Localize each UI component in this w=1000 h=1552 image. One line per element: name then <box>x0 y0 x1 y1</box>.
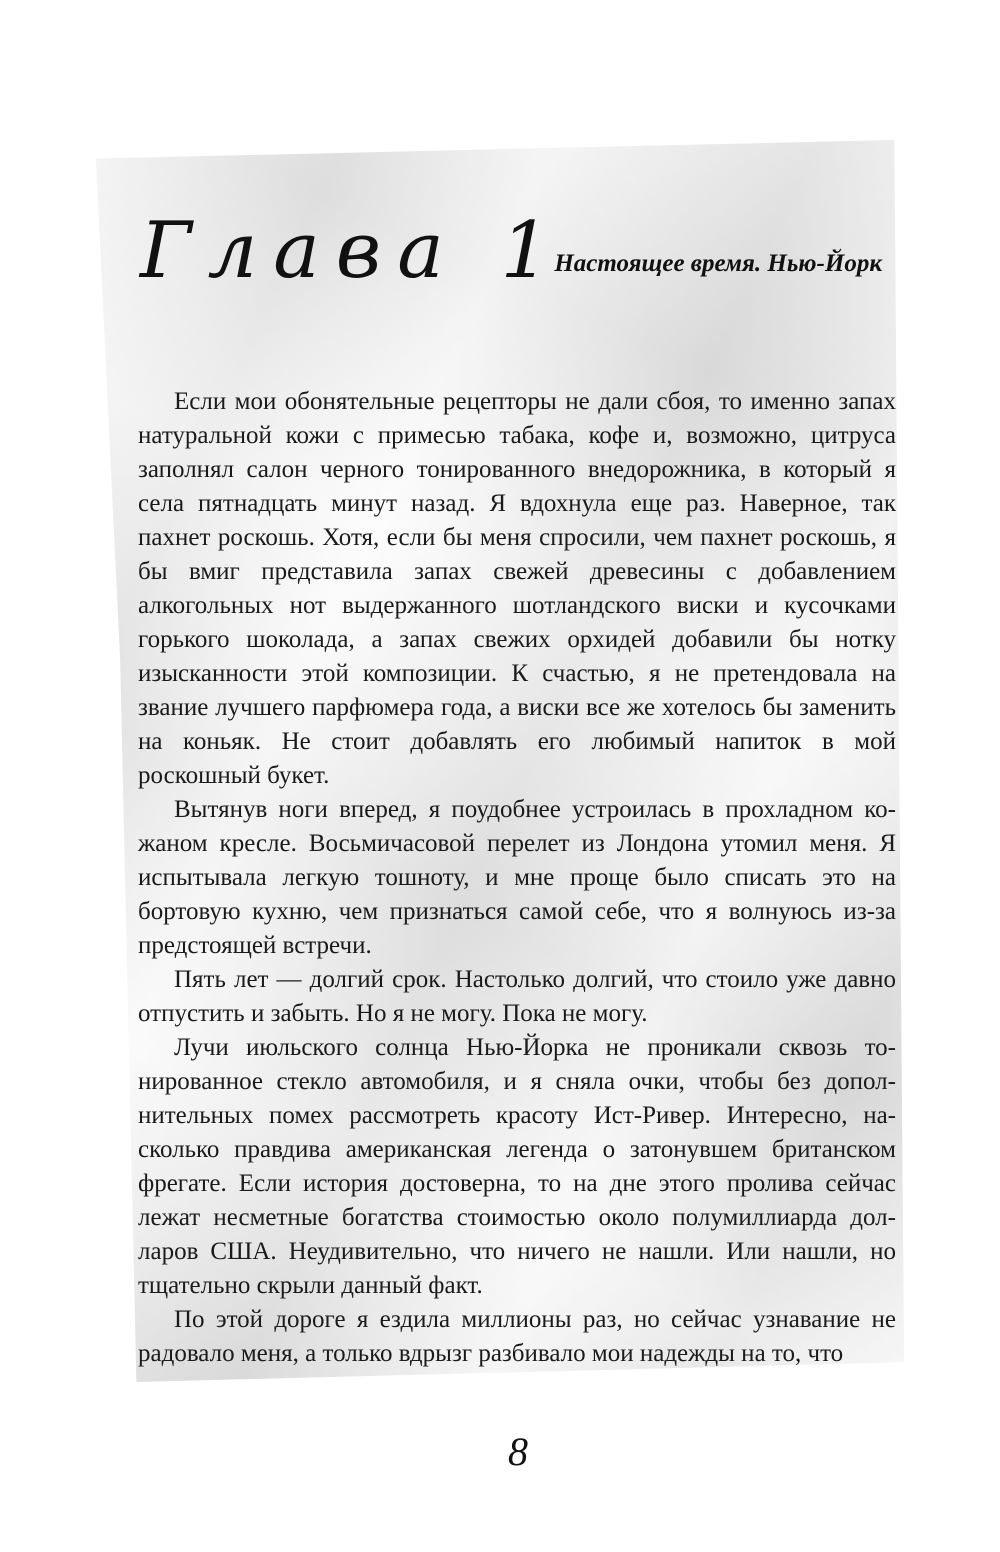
paragraph: Вытянув ноги вперед, я поудобнее устроилась в прохладном кожаном кресле. Восьмичасовой перелет из Лондона утомил меня. Я испытывала легкую тошноту, и мне проще было списать это на бортовую кухню, чем признаться самой себе, что я волнуюсь из-за предстоящей встречи. <box>138 796 896 959</box>
paragraph: Если мои обонятельные рецепторы не дали сбоя, то именно запах натуральной кожи с примесью табака, кофе и, возможно, цитруса заполнял салон черного тонированного внедорожника, в который я села пятнадцать минут назад. Я вдохнула еще раз. Наверное, так пахнет роскошь. Хотя, если бы меня спросили, чем пахнет роскошь, я бы вмиг представила запах свежей древесины с добавлением алкогольных нот выдержанного шотландского виски и кусочками горького шоколада, а запах свежих орхидей добавили бы нотку изысканности этой композиции. К счастью, я не претендовала на звание лучшего парфюмера года, а виски все же хотелось бы заменить на коньяк. Не стоит добавлять его любимый напиток в мой роскошный букет. <box>138 388 896 789</box>
page-number: 8 <box>508 1429 528 1474</box>
chapter-subtitle: Настоящее время. Нью-Йорк <box>554 250 882 277</box>
paragraph: Лучи июльского солнца Нью-Йорка не проникали сквозь тонированное стекло автомобиля, и я сняла очки, чтобы без дополнительных помех рассмотреть красоту Ист-Ривер. Интересно, насколько правдива американская легенда о затонувшем британском фрегате. Если история достоверна, то на дне этого пролива сейчас лежат несметные богатства стоимостью около полумиллиарда долларов США. Неудивительно, что ничего не нашли. Или нашли, но тщательно скрыли данный факт. <box>138 1034 896 1299</box>
paragraph: Пять лет — долгий срок. Настолько долгий, что стоило уже давно отпустить и забыть. Но я не могу. Пока не могу. <box>138 966 896 1027</box>
paragraph: По этой дороге я ездила миллионы раз, но сейчас узнавание не радовало меня, а только вдрызг разбивало мои надежды на то, что <box>138 1306 896 1367</box>
body-text <box>138 385 896 1371</box>
chapter-title: Глава 1 <box>140 206 567 297</box>
